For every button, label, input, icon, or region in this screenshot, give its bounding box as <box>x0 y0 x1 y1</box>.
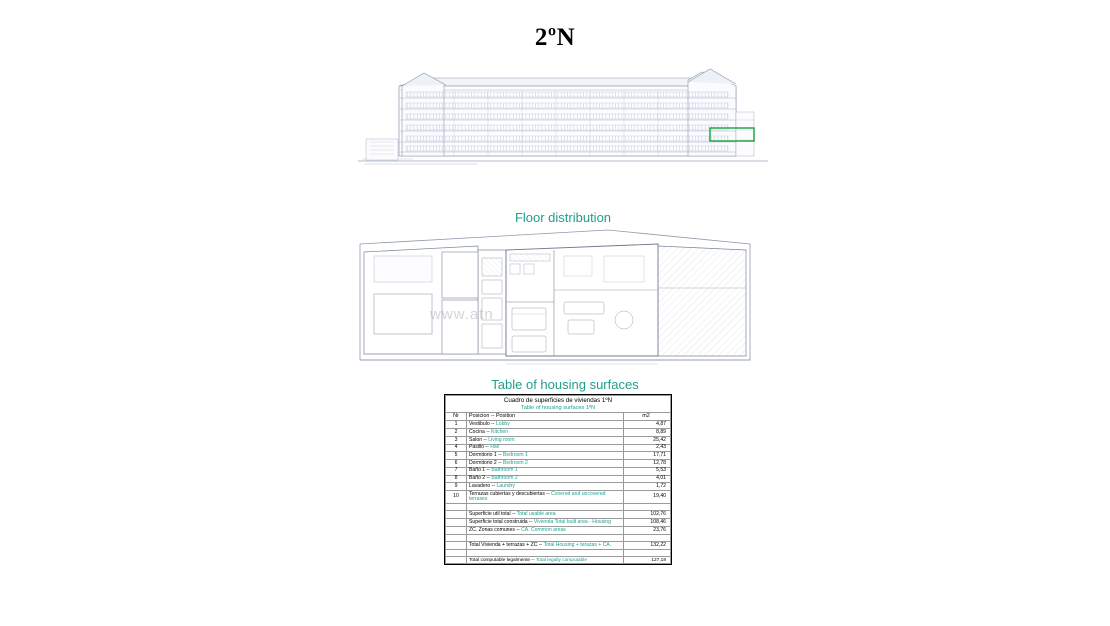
cell-nr: 8 <box>446 475 467 483</box>
table-row <box>446 475 671 483</box>
cell-grand-total-m2: 132,22 <box>624 541 671 549</box>
watermark-text: www.atn <box>430 306 494 323</box>
table-row <box>446 444 671 452</box>
table-grand-total-row <box>446 541 671 549</box>
cell-m2: 2,43 <box>624 444 671 452</box>
cell-position: Baño 2 -- Bathroom 2 <box>467 475 624 483</box>
cell-m2: 19,40 <box>624 490 671 503</box>
cell-nr: 3 <box>446 436 467 444</box>
cell-m2: 8,89 <box>624 429 671 437</box>
cell-nr: 7 <box>446 467 467 475</box>
header-m2: m2 <box>624 413 671 421</box>
table-row <box>446 436 671 444</box>
cell-m2: 1,72 <box>624 483 671 491</box>
cell-position: Cocina -- Kitchen <box>467 429 624 437</box>
cell-nr: 10 <box>446 490 467 503</box>
cell-total-label: Superficie total construida -- Vivienda Total built area - Housing <box>467 519 624 527</box>
table-spacer-row-3 <box>446 549 671 556</box>
cell-position: Terrazas cubiertas y descubiertas -- Covered and uncovered terrases <box>467 490 624 503</box>
cell-m2: 17,71 <box>624 452 671 460</box>
cell-m2: 4,01 <box>624 475 671 483</box>
header-position: Posicion -- Position <box>467 413 624 421</box>
cell-nr: 5 <box>446 452 467 460</box>
cell-total-m2: 102,76 <box>624 511 671 519</box>
table-row <box>446 490 671 503</box>
cell-position: Dormitorio 2 -- Bedroom 2 <box>467 460 624 468</box>
cell-position: Salon -- Living room <box>467 436 624 444</box>
header-nr: Nr <box>446 413 467 421</box>
cell-total-m2: 108,46 <box>624 519 671 527</box>
cell-nr: 9 <box>446 483 467 491</box>
cell-position-en: Laundry <box>496 482 515 489</box>
table-header-row <box>446 413 671 421</box>
cell-grand-total-label: Total Vivienda + terrazas + ZC -- Total Housing + terazas + CA. <box>467 541 624 549</box>
cell-position-en: Bathroom 1 <box>491 467 518 474</box>
table-row <box>446 452 671 460</box>
cell-position: Dormitorio 1 -- Bedroom 1 <box>467 452 624 460</box>
cell-total-m2: 23,76 <box>624 526 671 534</box>
table-row <box>446 467 671 475</box>
cell-position-en: Kitchen <box>491 428 509 435</box>
floor-distribution-heading: Floor distribution <box>514 210 612 225</box>
cell-nr: 4 <box>446 444 467 452</box>
table-title-en: Table of housing surfaces 1ºN <box>446 405 671 413</box>
table-subtitle-row <box>446 405 671 413</box>
cell-position: Lavadero -- Laundry <box>467 483 624 491</box>
surfaces-table <box>445 395 671 564</box>
cell-m2: 4,87 <box>624 421 671 429</box>
cell-grand-total-label-en: Total Housing + terazas + CA. <box>543 541 612 548</box>
cell-position: Vestibulo -- Lobby <box>467 421 624 429</box>
cell-position-en: Hall <box>490 444 500 451</box>
cell-position-en: Bathroom 2 <box>491 475 518 482</box>
table-total-row <box>446 511 671 519</box>
surfaces-table-container <box>444 394 672 565</box>
cell-nr: 6 <box>446 460 467 468</box>
table-total-row <box>446 519 671 527</box>
cell-position-en: Bedroom 2 <box>502 459 528 466</box>
cell-nr: 2 <box>446 429 467 437</box>
floor-plan-drawing <box>358 228 768 371</box>
table-spacer-row-2 <box>446 534 671 541</box>
cell-total-label-en: CA. Common areas <box>521 526 566 533</box>
table-spacer-row <box>446 504 671 511</box>
cell-position-en: Living room <box>488 436 515 443</box>
cell-total-label-en: Total usable area <box>516 511 556 518</box>
table-row <box>446 421 671 429</box>
table-title-es: Cuadro de superficies de viviendas 1ºN <box>446 396 671 406</box>
cell-position-en: Lobby <box>495 421 510 428</box>
cell-position-en: Covered and uncovered terrases <box>469 490 606 502</box>
cell-nr: 1 <box>446 421 467 429</box>
cell-total-label: Superficie util total -- Total usable area <box>467 511 624 519</box>
table-row <box>446 429 671 437</box>
cell-m2: 12,78 <box>624 460 671 468</box>
table-legal-row <box>446 557 671 564</box>
cell-m2: 5,53 <box>624 467 671 475</box>
table-section-heading: Table of housing surfaces <box>491 377 639 392</box>
table-title-row <box>446 396 671 406</box>
table-total-row <box>446 526 671 534</box>
cell-total-label-en: Vivienda Total built area - Housing <box>533 518 611 525</box>
cell-legal-m2: 127,18 <box>624 557 671 564</box>
cell-total-label: ZC. Zonas comunes -- CA. Common areas <box>467 526 624 534</box>
cell-position: Pasillo -- Hall <box>467 444 624 452</box>
table-row <box>446 460 671 468</box>
cell-position-en: Bedroom 1 <box>502 452 528 459</box>
cell-position: Baño 1 -- Bathroom 1 <box>467 467 624 475</box>
page-title: 2ºN <box>534 24 576 51</box>
cell-legal-label: Total computable legalmente -- Total legally computable <box>467 557 624 564</box>
building-elevation-drawing <box>358 60 768 175</box>
table-row <box>446 483 671 491</box>
cell-m2: 25,42 <box>624 436 671 444</box>
cell-legal-label-en: Total legally computable <box>535 557 588 563</box>
